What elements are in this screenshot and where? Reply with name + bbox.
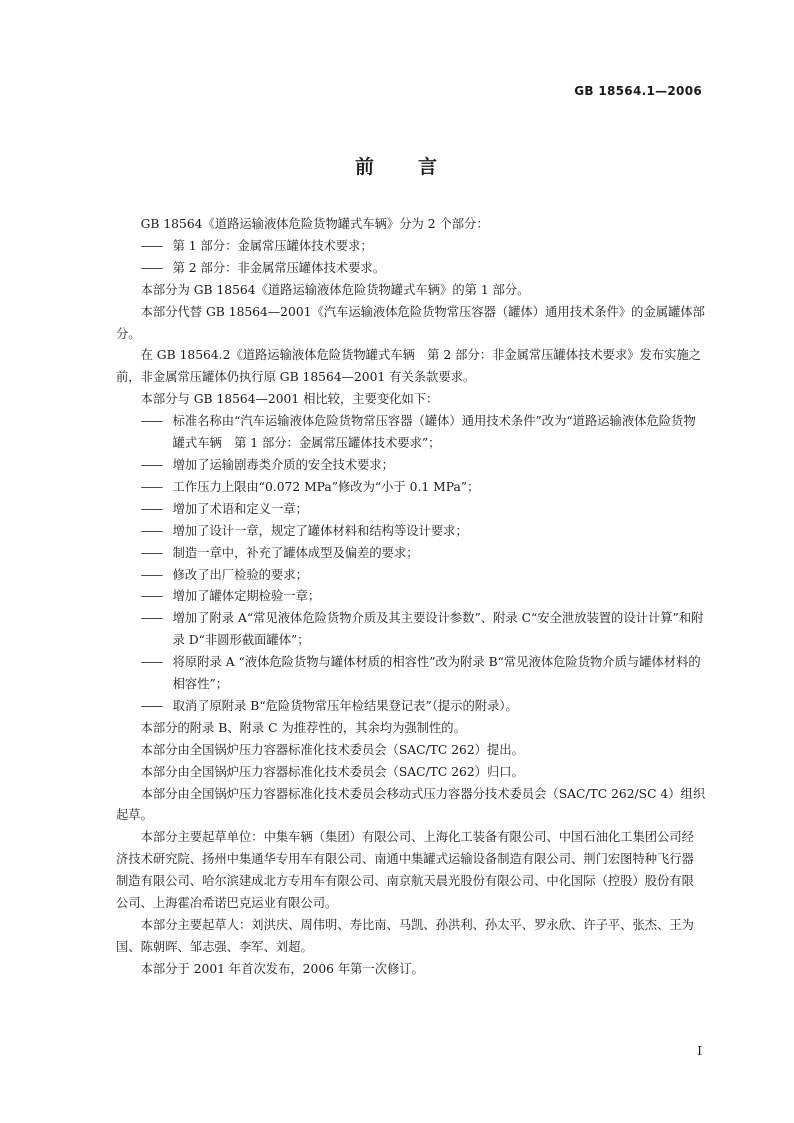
list-item-text: 增加了术语和定义一章；: [172, 501, 308, 516]
list-dash: ——: [140, 545, 162, 560]
paragraph: 本部分主要起草单位：中集车辆（集团）有限公司、上海化工装备有限公司、中国石油化工集团公司经济技术研究院、扬州中集通华专用车有限公司、南通中集罐式运输设备制造有限公司、荆门宏图特种飞行器制造有限公司、哈尔滨建成北方专用车有限公司、南京航天晨光股份有限公司、中化国际（控股）股份有限公司、上海霍冶希诺巴克运业有限公司。: [116, 830, 694, 911]
list-item-text: 制造一章中，补充了罐体成型及偏差的要求；: [172, 545, 419, 560]
list-item-text: 标准名称由“汽车运输液体危险货物常压容器（罐体）通用技术条件”改为“道路运输液体危险货物罐式车辆 第 1 部分：金属常压罐体技术要求”；: [172, 414, 696, 451]
page-number: I: [697, 1044, 702, 1058]
paragraph: 本部分代替 GB 18564—2001《汽车运输液体危险货物常压容器（罐体）通用技术条件》的金属罐体部分。: [116, 304, 705, 341]
list-item-text: 第 1 部分：金属常压罐体技术要求；: [172, 238, 373, 253]
foreword-body: [116, 214, 706, 981]
list-dash: ——: [140, 611, 162, 626]
paragraph: 本部分由全国锅炉压力容器标准化技术委员会（SAC/TC 262）归口。: [140, 764, 524, 779]
list-dash: ——: [140, 414, 162, 429]
change-list-item: [116, 696, 706, 718]
change-list-item: [116, 652, 706, 696]
list-item-text: 取消了原附录 B“危险货物常压年检结果登记表”（提示的附录）。: [172, 698, 518, 713]
list-dash: ——: [140, 589, 162, 604]
list-dash: ——: [140, 238, 162, 253]
change-list-item: [116, 608, 706, 652]
paragraph: 本部分的附录 B、附录 C 为推荐性的，其余均为强制性的。: [140, 720, 466, 735]
change-list-item: [116, 258, 706, 280]
paragraph: 本部分由全国锅炉压力容器标准化技术委员会移动式压力容器分技术委员会（SAC/TC 262/SC 4）组织起草。: [116, 786, 706, 823]
list-dash: ——: [140, 567, 162, 582]
change-list-item: [116, 411, 706, 455]
change-list-item: [116, 521, 706, 543]
paragraph: 本部分为 GB 18564《道路运输液体危险货物罐式车辆》的第 1 部分。: [140, 282, 530, 297]
change-list-item: [116, 499, 706, 521]
standard-number-header: GB 18564.1—2006: [574, 84, 702, 98]
page-title-part-2: 言: [418, 156, 440, 178]
change-list-item: [116, 236, 706, 258]
page-title: [0, 152, 794, 179]
list-dash: ——: [140, 698, 162, 713]
change-list-item: [116, 565, 706, 587]
list-item-text: 增加了设计一章，规定了罐体材料和结构等设计要求；: [172, 523, 468, 538]
list-dash: ——: [140, 457, 162, 472]
list-item-text: 第 2 部分：非金属常压罐体技术要求。: [172, 260, 385, 275]
list-dash: ——: [140, 523, 162, 538]
paragraph: 在 GB 18564.2《道路运输液体危险货物罐式车辆 第 2 部分：非金属常压罐体技术要求》发布实施之前，非金属常压罐体仍执行原 GB 18564—2001 有关条款要求。: [116, 348, 702, 385]
list-dash: ——: [140, 260, 162, 275]
list-dash: ——: [140, 655, 162, 670]
list-item-text: 将原附录 A “液体危险货物与罐体材质的相容性”改为附录 B“常见液体危险货物介质与罐体材料的相容性”；: [172, 655, 701, 692]
list-item-text: 修改了出厂检验的要求；: [172, 567, 308, 582]
change-list-item: [116, 586, 706, 608]
list-item-text: 增加了罐体定期检验一章；: [172, 589, 321, 604]
list-item-text: 增加了运输剧毒类介质的安全技术要求；: [172, 457, 394, 472]
paragraph: 本部分由全国锅炉压力容器标准化技术委员会（SAC/TC 262）提出。: [140, 742, 524, 757]
list-item-text: 增加了附录 A“常见液体危险货物介质及其主要设计参数”、附录 C“安全泄放装置的设计计算”和附录 D“非圆形截面罐体”；: [172, 611, 704, 648]
list-item-text: 工作压力上限由“0.072 MPa”修改为“小于 0.1 MPa”；: [172, 479, 480, 494]
change-list-item: [116, 543, 706, 565]
page-title-part-1: 前: [354, 156, 376, 178]
paragraph: GB 18564《道路运输液体危险货物罐式车辆》分为 2 个部分：: [140, 217, 489, 231]
list-dash: ——: [140, 501, 162, 516]
paragraph: 本部分主要起草人：刘洪庆、周伟明、寿比南、马凯、孙洪利、孙太平、罗永欣、许子平、张杰、王为国、陈朝晖、邹志强、李军、刘超。: [116, 918, 694, 954]
list-dash: ——: [140, 479, 162, 494]
paragraph: 本部分于 2001 年首次发布，2006 年第一次修订。: [140, 961, 424, 976]
change-list-item: [116, 455, 706, 477]
change-list-item: [116, 477, 706, 499]
paragraph: 本部分与 GB 18564—2001 相比较，主要变化如下：: [140, 392, 439, 407]
